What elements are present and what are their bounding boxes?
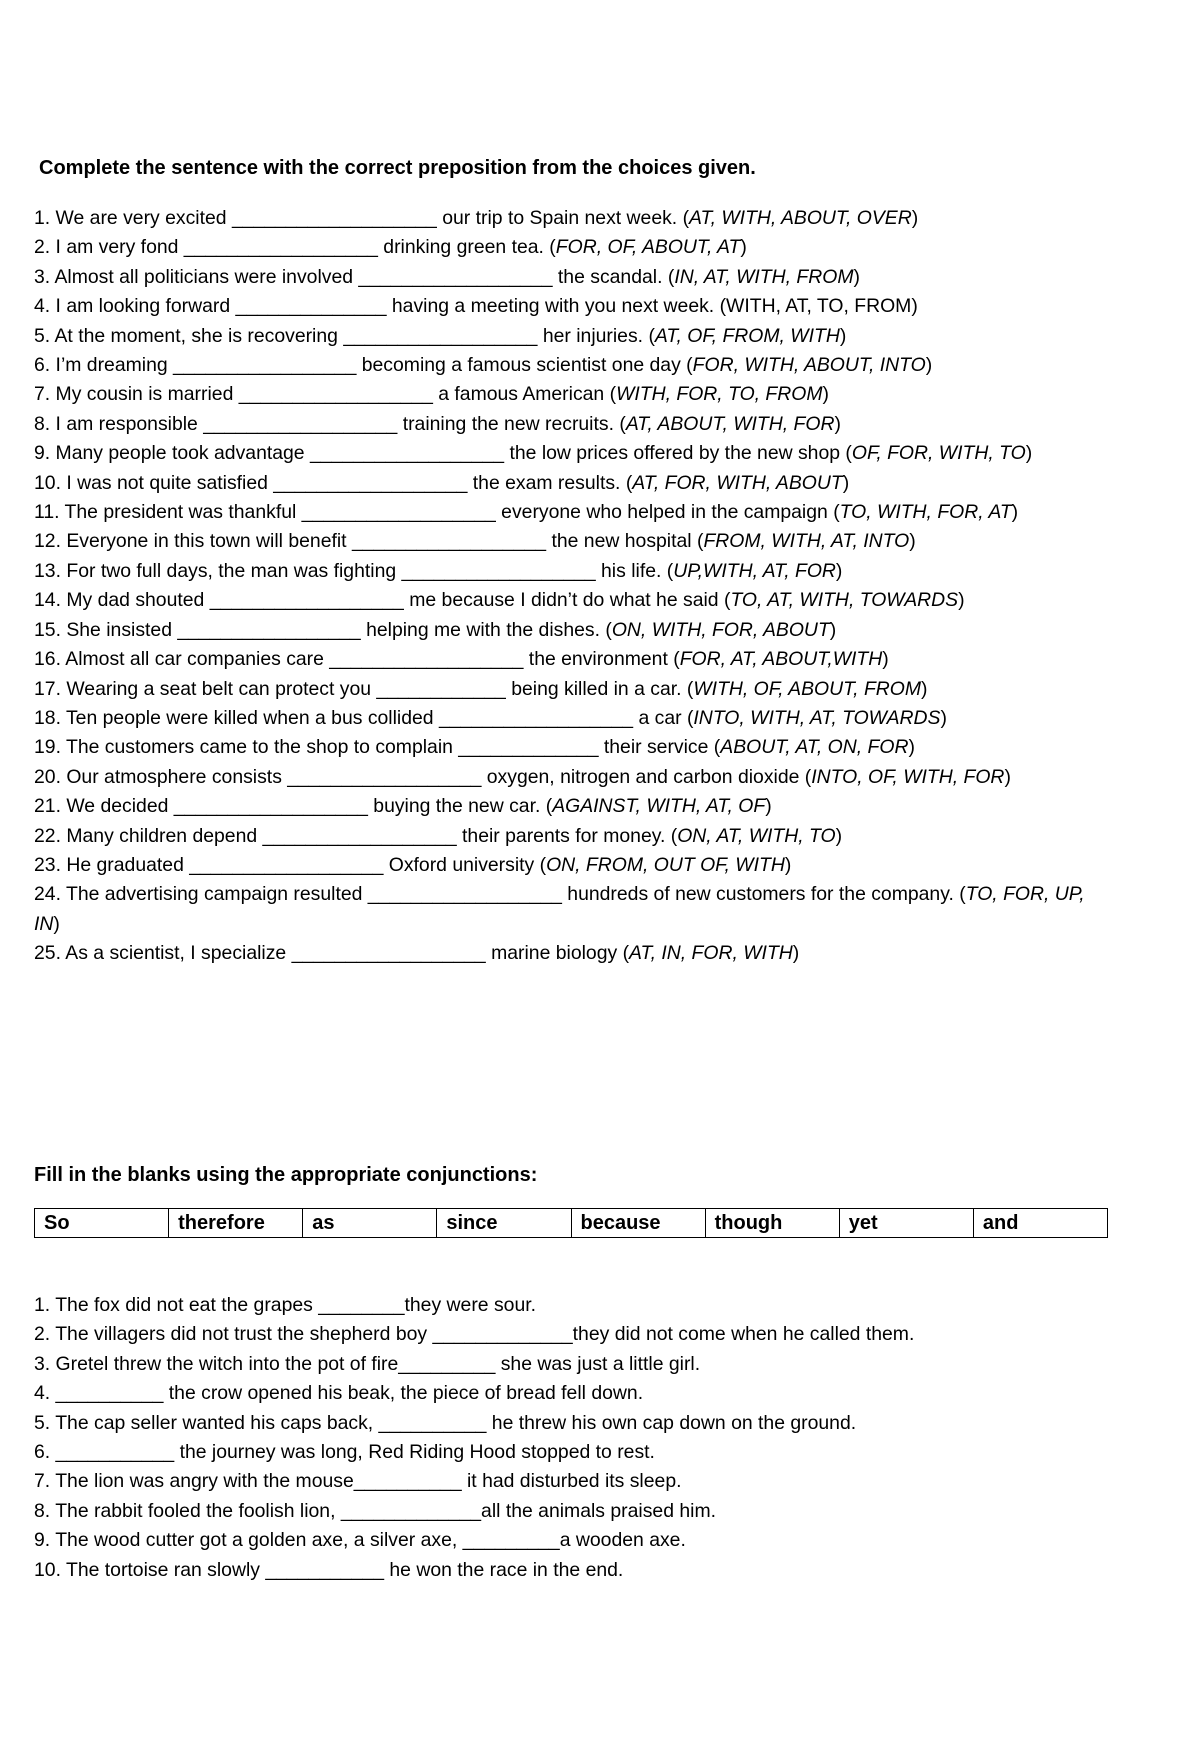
preposition-exercise-list bbox=[34, 204, 1114, 969]
closing-paren: ) bbox=[1025, 442, 1033, 465]
closing-paren: ) bbox=[53, 912, 60, 935]
closing-paren: ) bbox=[784, 853, 792, 876]
answer-choices: AT, WITH, ABOUT, OVER bbox=[689, 207, 912, 229]
preposition-item bbox=[34, 410, 1114, 439]
sentence-text: 13. For two full days, the man was fighting __________________ his life. ( bbox=[34, 559, 674, 582]
answer-choices: ABOUT, AT, ON, FOR bbox=[720, 736, 909, 759]
preposition-item bbox=[34, 351, 1114, 380]
conjunction-item: 2. The villagers did not trust the shepherd boy _____________they did not come when he called them. bbox=[34, 1323, 915, 1346]
word-bank-cell: So bbox=[35, 1209, 169, 1238]
sentence-text: 23. He graduated __________________ Oxford university ( bbox=[34, 853, 547, 876]
preposition-item bbox=[34, 204, 1114, 233]
conjunction-item: 9. The wood cutter got a golden axe, a silver axe, _________a wooden axe. bbox=[34, 1529, 686, 1552]
answer-choices: ON, AT, WITH, TO bbox=[677, 824, 836, 847]
closing-paren: ) bbox=[829, 618, 837, 641]
preposition-item bbox=[34, 263, 1114, 292]
sentence-text: 6. I’m dreaming _________________ becoming a famous scientist one day ( bbox=[34, 354, 693, 377]
answer-choices: IN, AT, WITH, FROM bbox=[674, 265, 854, 288]
closing-paren: ) bbox=[882, 648, 889, 671]
preposition-item bbox=[34, 675, 1114, 704]
preposition-item bbox=[34, 527, 1114, 556]
closing-paren: ) bbox=[839, 324, 847, 347]
word-bank-row bbox=[35, 1209, 1108, 1238]
conjunction-item: 4. __________ the crow opened his beak, the piece of bread fell down. bbox=[34, 1382, 644, 1405]
sentence-text: 10. I was not quite satisfied __________________ the exam results. ( bbox=[34, 471, 633, 494]
preposition-item bbox=[34, 763, 1114, 792]
answer-choices: INTO, OF, WITH, FOR bbox=[811, 765, 1005, 788]
closing-paren: ) bbox=[1011, 501, 1019, 524]
answer-choices: AT, ABOUT, WITH, FOR bbox=[625, 412, 835, 435]
answer-choices: AT, OF, FROM, WITH bbox=[654, 324, 840, 347]
preposition-item bbox=[34, 616, 1114, 645]
conjunction-exercise-list bbox=[34, 1291, 1114, 1585]
sentence-text: 11. The president was thankful __________________ everyone who helped in the campaign ( bbox=[34, 501, 840, 524]
sentence-text: 7. My cousin is married __________________ a famous American ( bbox=[34, 383, 617, 406]
preposition-item bbox=[34, 380, 1114, 409]
answer-choices: AT, FOR, WITH, ABOUT bbox=[632, 471, 843, 494]
answer-choices: TO, WITH, FOR, AT bbox=[839, 501, 1012, 524]
answer-choices: AGAINST, WITH, AT, OF bbox=[552, 795, 766, 818]
sentence-text: 2. I am very fond __________________ drinking green tea. ( bbox=[34, 236, 556, 259]
sentence-text: 14. My dad shouted __________________ me because I didn’t do what he said ( bbox=[34, 589, 731, 612]
conjunction-item: 7. The lion was angry with the mouse__________ it had disturbed its sleep. bbox=[34, 1470, 682, 1493]
answer-choices: TO, AT, WITH, TOWARDS bbox=[730, 589, 959, 612]
answer-choices: FOR, WITH, ABOUT, INTO bbox=[692, 354, 926, 377]
answer-choices: OF, FOR, WITH, TO bbox=[851, 442, 1026, 465]
word-bank-cell: though bbox=[705, 1209, 839, 1238]
answer-choices: ON, WITH, FOR, ABOUT bbox=[611, 618, 830, 641]
conjunction-item: 3. Gretel threw the witch into the pot of fire_________ she was just a little girl. bbox=[34, 1352, 701, 1375]
sentence-text: 22. Many children depend __________________ their parents for money. ( bbox=[34, 824, 678, 847]
closing-paren: ) bbox=[765, 795, 772, 818]
answer-choices: AT, IN, FOR, WITH bbox=[629, 942, 793, 965]
preposition-item bbox=[34, 233, 1114, 262]
sentence-text: 8. I am responsible __________________ training the new recruits. ( bbox=[34, 412, 626, 435]
closing-paren: ) bbox=[908, 736, 915, 759]
preposition-item bbox=[34, 733, 1114, 762]
answer-choices: UP,WITH, AT, FOR bbox=[673, 559, 836, 582]
sentence-text: 19. The customers came to the shop to complain _____________ their service ( bbox=[34, 736, 721, 759]
closing-paren: ) bbox=[835, 824, 843, 847]
word-bank-cell: because bbox=[571, 1209, 705, 1238]
sentence-text: 18. Ten people were killed when a bus collided __________________ a car ( bbox=[34, 706, 694, 729]
closing-paren: ) bbox=[822, 383, 829, 406]
preposition-item bbox=[34, 586, 1114, 615]
answer-choices: FOR, AT, ABOUT,WITH bbox=[679, 648, 883, 671]
conjunction-item: 5. The cap seller wanted his caps back, __________ he threw his own cap down on the ground. bbox=[34, 1411, 857, 1434]
preposition-item bbox=[34, 851, 1114, 880]
sentence-text: 3. Almost all politicians were involved __________________ the scandal. ( bbox=[34, 265, 675, 288]
word-bank-cell: and bbox=[973, 1209, 1107, 1238]
sentence-text: 1. We are very excited ___________________ our trip to Spain next week. ( bbox=[34, 207, 690, 229]
closing-paren: ) bbox=[834, 412, 841, 435]
answer-choices: WITH, FOR, TO, FROM bbox=[616, 383, 823, 406]
preposition-item bbox=[34, 322, 1114, 351]
conjunction-item: 6. ___________ the journey was long, Red Riding Hood stopped to rest. bbox=[34, 1441, 655, 1464]
preposition-item bbox=[34, 880, 1114, 939]
preposition-item bbox=[34, 645, 1114, 674]
sentence-text: 21. We decided __________________ buying the new car. ( bbox=[34, 795, 553, 818]
answer-choices: FROM, WITH, AT, INTO bbox=[703, 530, 910, 553]
preposition-item bbox=[34, 704, 1114, 733]
closing-paren: ) bbox=[958, 589, 965, 612]
closing-paren: ) bbox=[909, 530, 916, 553]
answer-choices: FOR, OF, ABOUT, AT bbox=[555, 236, 741, 259]
preposition-instructions: Complete the sentence with the correct preposition from the choices given. bbox=[39, 157, 756, 179]
sentence-text: 9. Many people took advantage __________________ the low prices offered by the new shop ( bbox=[34, 442, 852, 465]
preposition-item bbox=[34, 469, 1114, 498]
answer-choices: ON, FROM, OUT OF, WITH bbox=[546, 853, 785, 876]
word-bank-cell: since bbox=[437, 1209, 571, 1238]
word-bank-cell: therefore bbox=[169, 1209, 303, 1238]
closing-paren: ) bbox=[842, 471, 850, 494]
conjunction-instructions: Fill in the blanks using the appropriate conjunctions: bbox=[34, 1164, 538, 1186]
sentence-text: 5. At the moment, she is recovering __________________ her injuries. ( bbox=[34, 324, 655, 347]
preposition-item bbox=[34, 939, 1114, 968]
word-bank-cell: as bbox=[303, 1209, 437, 1238]
sentence-text: 20. Our atmosphere consists __________________ oxygen, nitrogen and carbon dioxide ( bbox=[34, 765, 812, 788]
sentence-text: 24. The advertising campaign resulted __________________ hundreds of new customers for the company. ( bbox=[34, 883, 966, 906]
closing-paren: ) bbox=[835, 559, 843, 582]
conjunction-word-bank bbox=[34, 1208, 1108, 1238]
sentence-text: 25. As a scientist, I specialize __________________ marine biology ( bbox=[34, 942, 630, 965]
closing-paren: ) bbox=[792, 942, 800, 965]
conjunction-item: 10. The tortoise ran slowly ___________ he won the race in the end. bbox=[34, 1558, 624, 1581]
conjunction-item: 8. The rabbit fooled the foolish lion, _____________all the animals praised him. bbox=[34, 1499, 717, 1522]
preposition-item bbox=[34, 792, 1114, 821]
closing-paren: ) bbox=[940, 706, 947, 729]
answer-choices: TO, FOR, UP, IN bbox=[34, 883, 1085, 935]
sentence-text: 16. Almost all car companies care __________________ the environment ( bbox=[34, 648, 680, 671]
answer-choices: WITH, OF, ABOUT, FROM bbox=[693, 677, 922, 700]
closing-paren: ) bbox=[911, 207, 919, 229]
sentence-text: 12. Everyone in this town will benefit __________________ the new hospital ( bbox=[34, 530, 704, 553]
word-bank-cell: yet bbox=[839, 1209, 973, 1238]
preposition-item bbox=[34, 292, 1114, 321]
preposition-item bbox=[34, 439, 1114, 468]
sentence-text: 15. She insisted _________________ helping me with the dishes. ( bbox=[34, 618, 612, 641]
sentence-text: 17. Wearing a seat belt can protect you ____________ being killed in a car. ( bbox=[34, 677, 694, 700]
closing-paren: ) bbox=[853, 265, 860, 288]
closing-paren: ) bbox=[740, 236, 747, 259]
closing-paren: ) bbox=[925, 354, 933, 377]
sentence-text: 4. I am looking forward ______________ having a meeting with you next week. (WITH, AT, TO, FROM) bbox=[34, 295, 918, 318]
preposition-item bbox=[34, 822, 1114, 851]
preposition-item bbox=[34, 557, 1114, 586]
preposition-item bbox=[34, 498, 1114, 527]
answer-choices: INTO, WITH, AT, TOWARDS bbox=[693, 706, 941, 729]
closing-paren: ) bbox=[921, 677, 928, 700]
conjunction-item: 1. The fox did not eat the grapes ________they were sour. bbox=[34, 1294, 536, 1316]
closing-paren: ) bbox=[1004, 765, 1011, 788]
